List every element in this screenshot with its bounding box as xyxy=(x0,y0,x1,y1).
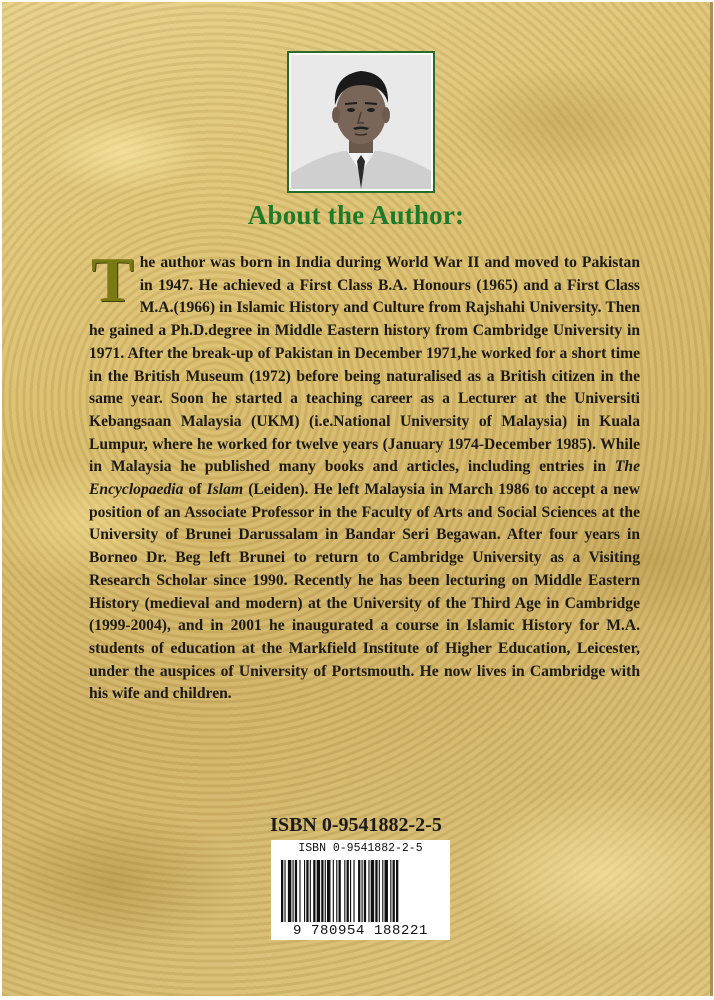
bio-text-of: of xyxy=(183,481,207,499)
book-title-encyclopaedia: The Encyclopaedia xyxy=(89,458,640,499)
back-cover xyxy=(2,2,713,996)
barcode-isbn-text: ISBN 0-9541882-2-5 xyxy=(298,842,423,855)
isbn-label: ISBN 0-9541882-2-5 xyxy=(270,814,442,836)
bio-text-part-2: (Leiden). He left Malaysia in March 1986 to accept a new position of an Associate Professor in the Faculty of Arts and Social Sciences at the University of Brunei Darussalam in Bandar Seri Begawan. After four years in Borneo Dr. Beg left Brunei to return to Cambridge University as a Visiting Research Scholar since 1990. Recently he has been lecturing on Middle Eastern History (medieval and modern) at the University of the Third Age in Cambridge (1999-2004), and in 2001 he inaugurated a course in Islamic History for M.A. students of education at the Markfield Institute of Higher Education, Leicester, under the auspices of University of Portsmouth. He now lives in Cambridge with his wife and children. xyxy=(89,481,640,703)
bio-text-part-1: he author was born in India during World War II and moved to Pakistan in 1947. He achieved a First Class B.A. Honours (1965) and a First Class M.A.(1966) in Islamic History and Culture from Rajshahi University. Then he gained a Ph.D.degree in Middle Eastern history from Cambridge University in 1971. After the break-up of Pakistan in December 1971,he worked for a short time in the British Museum (1972) before being naturalised as a British citizen in the same year. Soon he started a teaching career as a Lecturer at the Universiti Kebangsaan Malaysia (UKM) (i.e.National University of Malaysia) in Kuala Lumpur, where he worked for twelve years (January 1974-December 1985). While in Malaysia he published many books and articles, including entries in xyxy=(89,254,640,476)
drop-cap: T xyxy=(91,244,134,315)
barcode-digits: 9 780954 188221 xyxy=(292,923,429,939)
book-title-islam: Islam xyxy=(206,481,244,499)
barcode-bars xyxy=(281,860,441,922)
author-biography xyxy=(89,244,640,706)
section-heading: About the Author: xyxy=(247,200,465,230)
author-photo xyxy=(287,51,435,193)
barcode xyxy=(271,840,450,940)
author-portrait-image xyxy=(291,55,431,189)
